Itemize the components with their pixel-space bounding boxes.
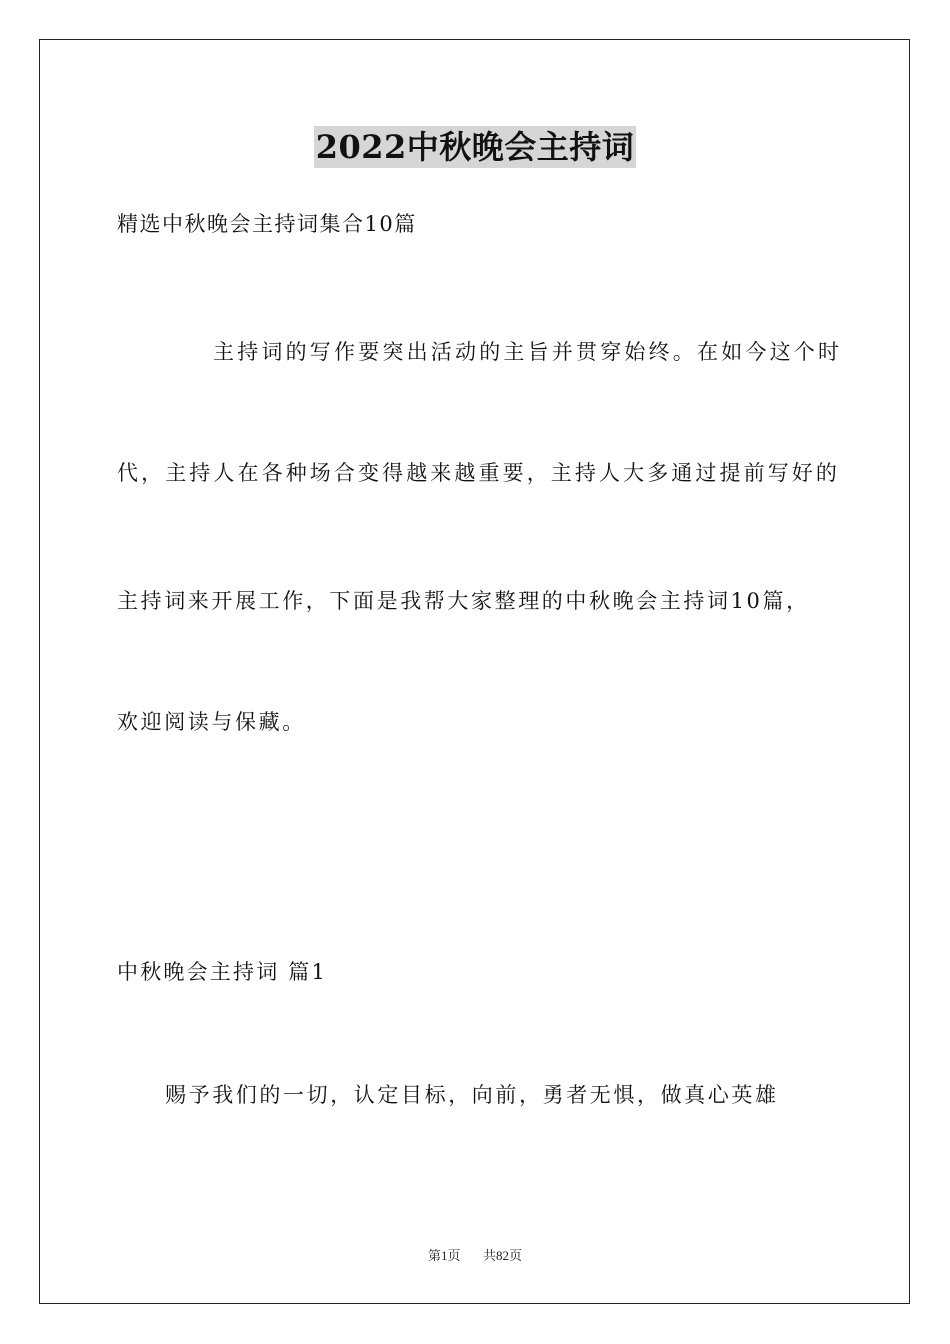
page-number: 第1页 <box>427 1248 461 1263</box>
section-line-1: 赐予我们的一切，认定目标，向前，勇者无惧，做真心英雄 <box>165 1083 779 1107</box>
section-heading: 中秋晚会主持词 篇1 <box>117 960 328 984</box>
intro-line-2: 代，主持人在各种场合变得越来越重要，主持人大多通过提前写好的 <box>117 461 840 485</box>
page-footer <box>0 1247 950 1265</box>
intro-line-3: 主持词来开展工作，下面是我帮大家整理的中秋晚会主持词10篇， <box>117 589 810 613</box>
document-subtitle: 精选中秋晚会主持词集合10篇 <box>117 212 417 236</box>
intro-line-4: 欢迎阅读与保藏。 <box>117 710 306 734</box>
total-pages: 共82页 <box>483 1248 523 1263</box>
intro-line-1: 主持词的写作要突出活动的主旨并贯穿始终。在如今这个时 <box>213 340 843 364</box>
title-container <box>0 126 950 168</box>
document-title: 2022中秋晚会主持词 <box>315 128 635 166</box>
